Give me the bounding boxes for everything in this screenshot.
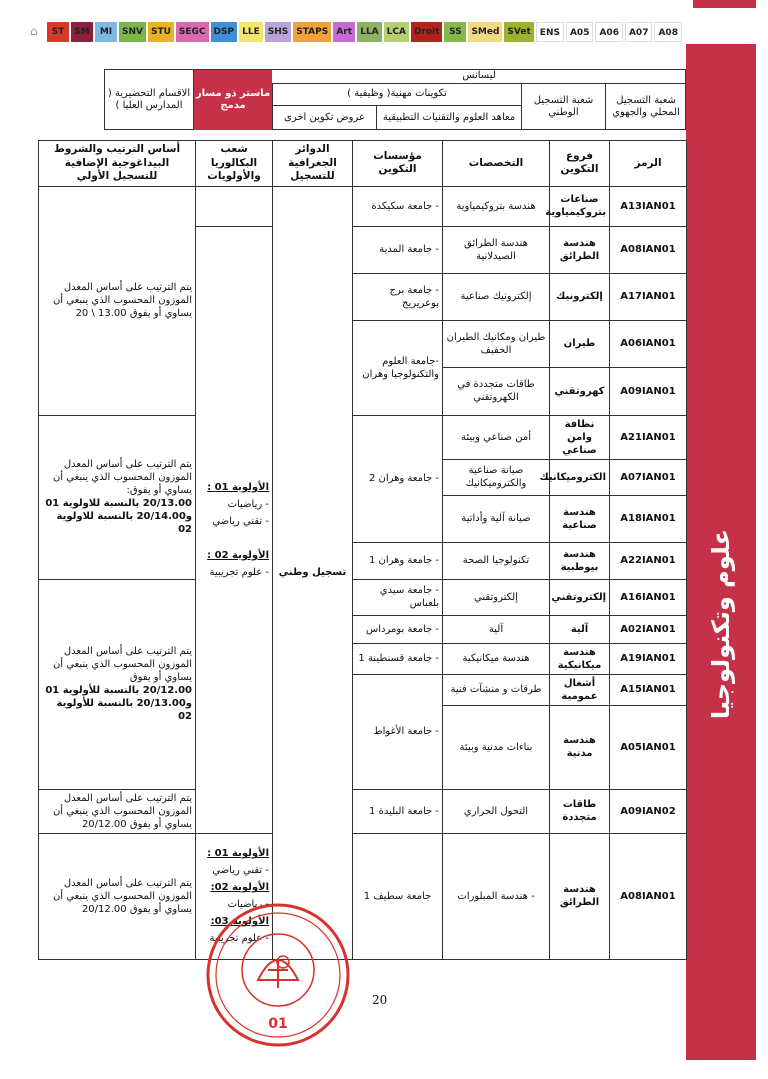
institution-cell: - جامعة البليدة 1 bbox=[353, 789, 443, 833]
institution-cell: - جامعة سكيكدة bbox=[353, 186, 443, 226]
table-row bbox=[39, 186, 687, 226]
code-cell: A07IAN01 bbox=[610, 459, 687, 495]
tab-lle[interactable]: LLE bbox=[239, 22, 263, 42]
tab-a05[interactable]: A05 bbox=[566, 22, 594, 42]
category-tab-bar bbox=[47, 22, 682, 42]
tab-snv[interactable]: SNV bbox=[119, 22, 146, 42]
preparatory-classes-label: الاقسام التحضيرية ( المدارس العليا ) bbox=[107, 87, 191, 111]
institution-cell: - جامعة سيدي بلعباس bbox=[353, 579, 443, 615]
home-icon[interactable]: ⌂ bbox=[30, 24, 38, 38]
branch-cell: الكتروميكانيك bbox=[550, 459, 610, 495]
header-criteria: أساس الترتيب والشروط البيداغوجية الإضافية للتسجيل الأولي bbox=[39, 141, 196, 187]
table-row bbox=[39, 789, 687, 833]
institution-cell: - جامعة برج بوعريريج bbox=[353, 273, 443, 320]
code-cell: A09IAN02 bbox=[610, 789, 687, 833]
code-cell: A02IAN01 bbox=[610, 615, 687, 643]
criteria-cell: يتم الترتيب على أساس المعدل الموزون المحسوب الذي ينبغي أن يساوي أو يفوق 13.00 \ 20 bbox=[39, 186, 196, 415]
local-registration-label: شعبة التسجيل المحلي والجهوي bbox=[605, 84, 686, 130]
code-cell: A08IAN01 bbox=[610, 226, 687, 273]
tab-st[interactable]: ST bbox=[47, 22, 69, 42]
branch-cell: آلية bbox=[550, 615, 610, 643]
specialty-cell: طيران ومكانيك الطيران الخفيف bbox=[443, 320, 550, 367]
professional-training-label: تكوينات مهنية( وظيفية ) bbox=[272, 84, 521, 106]
specialty-cell: آلية bbox=[443, 615, 550, 643]
table-header-row bbox=[39, 141, 687, 187]
zone-cell: تسجيل وطني bbox=[273, 186, 353, 959]
page-number: 20 bbox=[372, 993, 388, 1007]
branch-cell: هندسة ميكانيكية bbox=[550, 643, 610, 674]
specialty-cell: هندسة الطرائق الصيدلانية bbox=[443, 226, 550, 273]
specialty-cell: التحول الحراري bbox=[443, 789, 550, 833]
institution-cell: - جامعة قسنطينة 1 bbox=[353, 643, 443, 674]
tab-mi[interactable]: MI bbox=[95, 22, 117, 42]
institution-cell: - جامعة وهران 2 bbox=[353, 415, 443, 542]
specialty-cell: أمن صناعي وبيئة bbox=[443, 415, 550, 459]
branch-cell: صناعات بتروكيمياوية bbox=[550, 186, 610, 226]
tab-a08[interactable]: A08 bbox=[654, 22, 682, 42]
tab-droit[interactable]: Droit bbox=[411, 22, 442, 42]
specialty-cell: صيانة آلية وأداتية bbox=[443, 495, 550, 542]
seal-code: 01 bbox=[268, 1016, 288, 1032]
tab-stu[interactable]: STU bbox=[148, 22, 174, 42]
specialty-cell: - هندسة المبلورات bbox=[443, 833, 550, 959]
national-registration-label: شعبة التسجيل الوطني bbox=[521, 84, 605, 130]
tab-shs[interactable]: SHS bbox=[265, 22, 292, 42]
tab-ss[interactable]: SS bbox=[444, 22, 466, 42]
registration-type-box bbox=[104, 69, 686, 130]
branch-cell: كهروتقني bbox=[550, 367, 610, 415]
specialty-cell: هندسة ميكانيكية bbox=[443, 643, 550, 674]
header-bac: شعب البكالوريا والأولويات bbox=[196, 141, 273, 187]
specialty-cell: بناءات مدنية وبيئة bbox=[443, 705, 550, 789]
priority-item: - رياضيات bbox=[227, 899, 269, 911]
priority-label: الأولوية 01 : bbox=[207, 481, 269, 493]
code-cell: A06IAN01 bbox=[610, 320, 687, 367]
table-row bbox=[39, 579, 687, 615]
branch-cell: هندسة صناعية bbox=[550, 495, 610, 542]
section-sidebar bbox=[686, 44, 756, 1060]
code-cell: A22IAN01 bbox=[610, 542, 687, 579]
code-cell: A19IAN01 bbox=[610, 643, 687, 674]
branch-cell: إلكتروتقني bbox=[550, 579, 610, 615]
institution-cell: -جامعة العلوم والتكنولوجيا وهران bbox=[353, 320, 443, 415]
tab-svet[interactable]: SVet bbox=[504, 22, 533, 42]
branch-cell: هندسة الطرائق bbox=[550, 833, 610, 959]
official-seal-icon bbox=[203, 900, 353, 1050]
specialty-cell: إلكترونيك صناعية bbox=[443, 273, 550, 320]
specialty-cell: تكنولوجيا الصحة bbox=[443, 542, 550, 579]
criteria-cell: يتم الترتيب على أساس المعدل الموزون المحسوب الذي ينبغي أن يساوي أو يفوق 20/12.00 bbox=[39, 833, 196, 959]
institution-cell: جامعة سطيف 1 bbox=[353, 833, 443, 959]
specialty-cell: إلكتروتقني bbox=[443, 579, 550, 615]
tab-smed[interactable]: SMed bbox=[468, 22, 502, 42]
branch-cell: أشغال عمومية bbox=[550, 674, 610, 705]
priority-item: - علوم تجريبية bbox=[209, 933, 269, 945]
institution-cell: - جامعة الأغواط bbox=[353, 674, 443, 789]
tab-lla[interactable]: LLA bbox=[357, 22, 381, 42]
branch-cell: طيران bbox=[550, 320, 610, 367]
header-specialty: التخصصات bbox=[443, 141, 550, 187]
sidebar-title: علوم وتكنولوجيا bbox=[707, 528, 735, 720]
other-offers-label: عروض تكوين اخرى bbox=[272, 106, 376, 130]
branch-cell: هندسة بيوطبية bbox=[550, 542, 610, 579]
institution-cell: - جامعة بومرداس bbox=[353, 615, 443, 643]
priority-label: الأولوية 02 : bbox=[207, 549, 269, 561]
branch-cell: هندسة الطرائق bbox=[550, 226, 610, 273]
header-branch: فروع التكوين bbox=[550, 141, 610, 187]
header-code: الرمز bbox=[610, 141, 687, 187]
tab-dsp[interactable]: DSP bbox=[211, 22, 238, 42]
header-institution: مؤسسات التكوين bbox=[353, 141, 443, 187]
integrated-master-label: ماستر ذو مسار مدمج bbox=[193, 70, 272, 130]
priority-item: - تقني رياضي bbox=[212, 515, 269, 527]
code-cell: A08IAN01 bbox=[610, 833, 687, 959]
tab-segc[interactable]: SEGC bbox=[176, 22, 209, 42]
tab-art[interactable]: Art bbox=[333, 22, 355, 42]
code-cell: A15IAN01 bbox=[610, 674, 687, 705]
institution-cell: - جامعة وهران 1 bbox=[353, 542, 443, 579]
code-cell: A17IAN01 bbox=[610, 273, 687, 320]
branch-cell: إلكترونيك bbox=[550, 273, 610, 320]
licence-label: ليسانس bbox=[272, 70, 686, 84]
bac-priorities-cell bbox=[196, 226, 273, 833]
branch-cell: هندسة مدنية bbox=[550, 705, 610, 789]
specialty-cell: طاقات متجددة في الكهروتقني bbox=[443, 367, 550, 415]
tab-lca[interactable]: LCA bbox=[384, 22, 409, 42]
tab-staps[interactable]: STAPS bbox=[293, 22, 331, 42]
specialty-cell: صيانة صناعية والكتروميكانيك bbox=[443, 459, 550, 495]
branch-cell: طاقات متجددة bbox=[550, 789, 610, 833]
table-row bbox=[39, 833, 687, 959]
code-cell: A05IAN01 bbox=[610, 705, 687, 789]
criteria-cell: يتم الترتيب على أساس المعدل الموزون المحسوب الذي ينبغي أن يساوي أو يفوق 20/12.00 بالنسبة للأولوية 01 و20/13.00 بالنسبة للأولوية 02 bbox=[39, 579, 196, 789]
bac-empty-cell bbox=[196, 186, 273, 226]
tab-ens[interactable]: ENS bbox=[536, 22, 564, 42]
code-cell: A16IAN01 bbox=[610, 579, 687, 615]
specialty-cell: طرقات و منشآت فنية bbox=[443, 674, 550, 705]
criteria-cell: يتم الترتيب على أساس المعدل الموزون المحسوب الذي ينبغي أن يساوي أو يفوق: 20/13.00 بالنسبة للاولوية 01 و20/14.00 بالنسبة للاولوية 02 bbox=[39, 415, 196, 579]
tab-sm[interactable]: SM bbox=[71, 22, 93, 42]
code-cell: A21IAN01 bbox=[610, 415, 687, 459]
priority-item: - رياضيات bbox=[227, 498, 269, 510]
priority-label: الأولوية 03: bbox=[210, 916, 269, 928]
institution-cell: - جامعة المدية bbox=[353, 226, 443, 273]
criteria-cell: يتم الترتيب على أساس المعدل الموزون المحسوب الذي ينبغي أن يساوي أو يفوق 20/12.00 bbox=[39, 789, 196, 833]
tab-a07[interactable]: A07 bbox=[625, 22, 653, 42]
tab-a06[interactable]: A06 bbox=[595, 22, 623, 42]
code-cell: A18IAN01 bbox=[610, 495, 687, 542]
applied-institutes-label: معاهد العلوم والتقنيات التطبيقية bbox=[376, 106, 521, 130]
table-row bbox=[39, 415, 687, 459]
specialty-cell: هندسة بتروكيمياوية bbox=[443, 186, 550, 226]
programs-table bbox=[38, 140, 687, 960]
priority-item: - تقني رياضي bbox=[212, 865, 269, 877]
code-cell: A13IAN01 bbox=[610, 186, 687, 226]
header-zone: الدوائر الجغرافية للتسجيل bbox=[273, 141, 353, 187]
priority-label: الأولوية 01 : bbox=[207, 848, 269, 860]
branch-cell: نظافة وامن صناعي bbox=[550, 415, 610, 459]
sidebar-top-stub bbox=[693, 0, 756, 8]
priority-item: - علوم تجريبية bbox=[209, 566, 269, 578]
code-cell: A09IAN01 bbox=[610, 367, 687, 415]
priority-label: الأولوية 02: bbox=[210, 882, 269, 894]
